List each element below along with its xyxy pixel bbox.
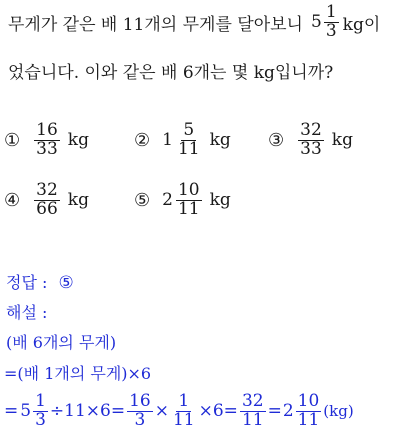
- answer-label: 정답 :: [6, 273, 48, 292]
- calc-equals: =: [4, 401, 19, 422]
- option-2-fraction: [176, 122, 202, 159]
- calc-fraction-2-denominator: 3: [134, 409, 146, 430]
- option-2-whole: 1: [162, 130, 173, 151]
- option-1-numerator: 16: [36, 120, 58, 140]
- option-5-whole: 2: [162, 190, 173, 211]
- option-1-unit: kg: [67, 130, 89, 151]
- weight-unit: kg이: [342, 14, 381, 35]
- calc-operator-3: ×6=: [198, 401, 238, 422]
- option-5-numerator: 10: [177, 180, 200, 200]
- option-3[interactable]: [268, 122, 353, 159]
- calc-fraction-3: [171, 393, 197, 430]
- option-4-numerator: 32: [36, 180, 58, 200]
- option-4[interactable]: [4, 182, 89, 219]
- calc-fraction-5: [296, 393, 322, 430]
- option-3-denominator: 33: [300, 138, 322, 159]
- option-4-marker: ④: [4, 189, 21, 211]
- question-line-1: [8, 4, 380, 41]
- calc-operator-1: ÷11×6=: [49, 401, 126, 422]
- option-2-marker: ②: [134, 129, 151, 151]
- explanation-line-2: =(배 1개의 무게)×6: [4, 364, 152, 383]
- weight-whole: 5: [310, 12, 322, 33]
- option-5[interactable]: [134, 182, 231, 219]
- explanation-line-1: (배 6개의 무게): [6, 333, 117, 352]
- option-5-marker: ⑤: [134, 189, 151, 211]
- calc-whole-1: 5: [20, 401, 32, 422]
- option-5-denominator: 11: [177, 198, 200, 219]
- calc-unit: (kg): [323, 402, 354, 421]
- option-4-unit: kg: [67, 190, 89, 211]
- question-line-2: 었습니다. 이와 같은 배 6개는 몇 kg입니까?: [8, 63, 334, 83]
- calc-fraction-5-numerator: 10: [297, 391, 320, 411]
- calc-operator-2: ×: [154, 401, 169, 422]
- option-2-denominator: 11: [177, 138, 200, 159]
- option-1[interactable]: [4, 122, 89, 159]
- explanation-label: 해설 :: [6, 303, 48, 322]
- calc-fraction-1-numerator: 1: [35, 391, 46, 411]
- option-4-fraction: [34, 182, 60, 219]
- calc-fraction-4-numerator: 32: [241, 391, 264, 411]
- calc-fraction-4: [240, 393, 266, 430]
- option-5-fraction: [176, 182, 202, 219]
- option-3-fraction: [298, 122, 324, 159]
- option-2-numerator: 5: [183, 120, 195, 140]
- weight-fraction: [324, 4, 339, 41]
- answer-value: ⑤: [58, 273, 74, 293]
- option-1-marker: ①: [4, 129, 21, 151]
- option-1-denominator: 33: [36, 138, 58, 159]
- calc-fraction-4-denominator: 11: [241, 409, 264, 430]
- option-1-fraction: [34, 122, 60, 159]
- calc-whole-2: 2: [282, 401, 294, 422]
- weight-numerator: 1: [325, 2, 337, 22]
- calc-fraction-3-numerator: 1: [178, 391, 190, 411]
- question-text-1: 무게가 같은 배 11개의 무게를 달아보니: [8, 14, 303, 35]
- explanation-calculation: [4, 393, 354, 430]
- calc-fraction-2: [127, 393, 153, 430]
- calc-fraction-1-denominator: 3: [35, 409, 46, 430]
- weight-denominator: 3: [325, 20, 337, 41]
- calc-fraction-5-denominator: 11: [297, 409, 320, 430]
- option-4-denominator: 66: [36, 198, 58, 219]
- option-3-marker: ③: [268, 129, 285, 151]
- option-3-unit: kg: [331, 130, 353, 151]
- option-2[interactable]: [134, 122, 231, 159]
- option-3-numerator: 32: [300, 120, 322, 140]
- calc-fraction-1: [33, 393, 48, 430]
- answer-row: [6, 270, 74, 293]
- option-2-unit: kg: [209, 130, 231, 151]
- option-5-unit: kg: [209, 190, 231, 211]
- calc-fraction-3-denominator: 11: [172, 409, 195, 430]
- calc-equals-2: =: [267, 401, 282, 422]
- calc-fraction-2-numerator: 16: [129, 391, 151, 411]
